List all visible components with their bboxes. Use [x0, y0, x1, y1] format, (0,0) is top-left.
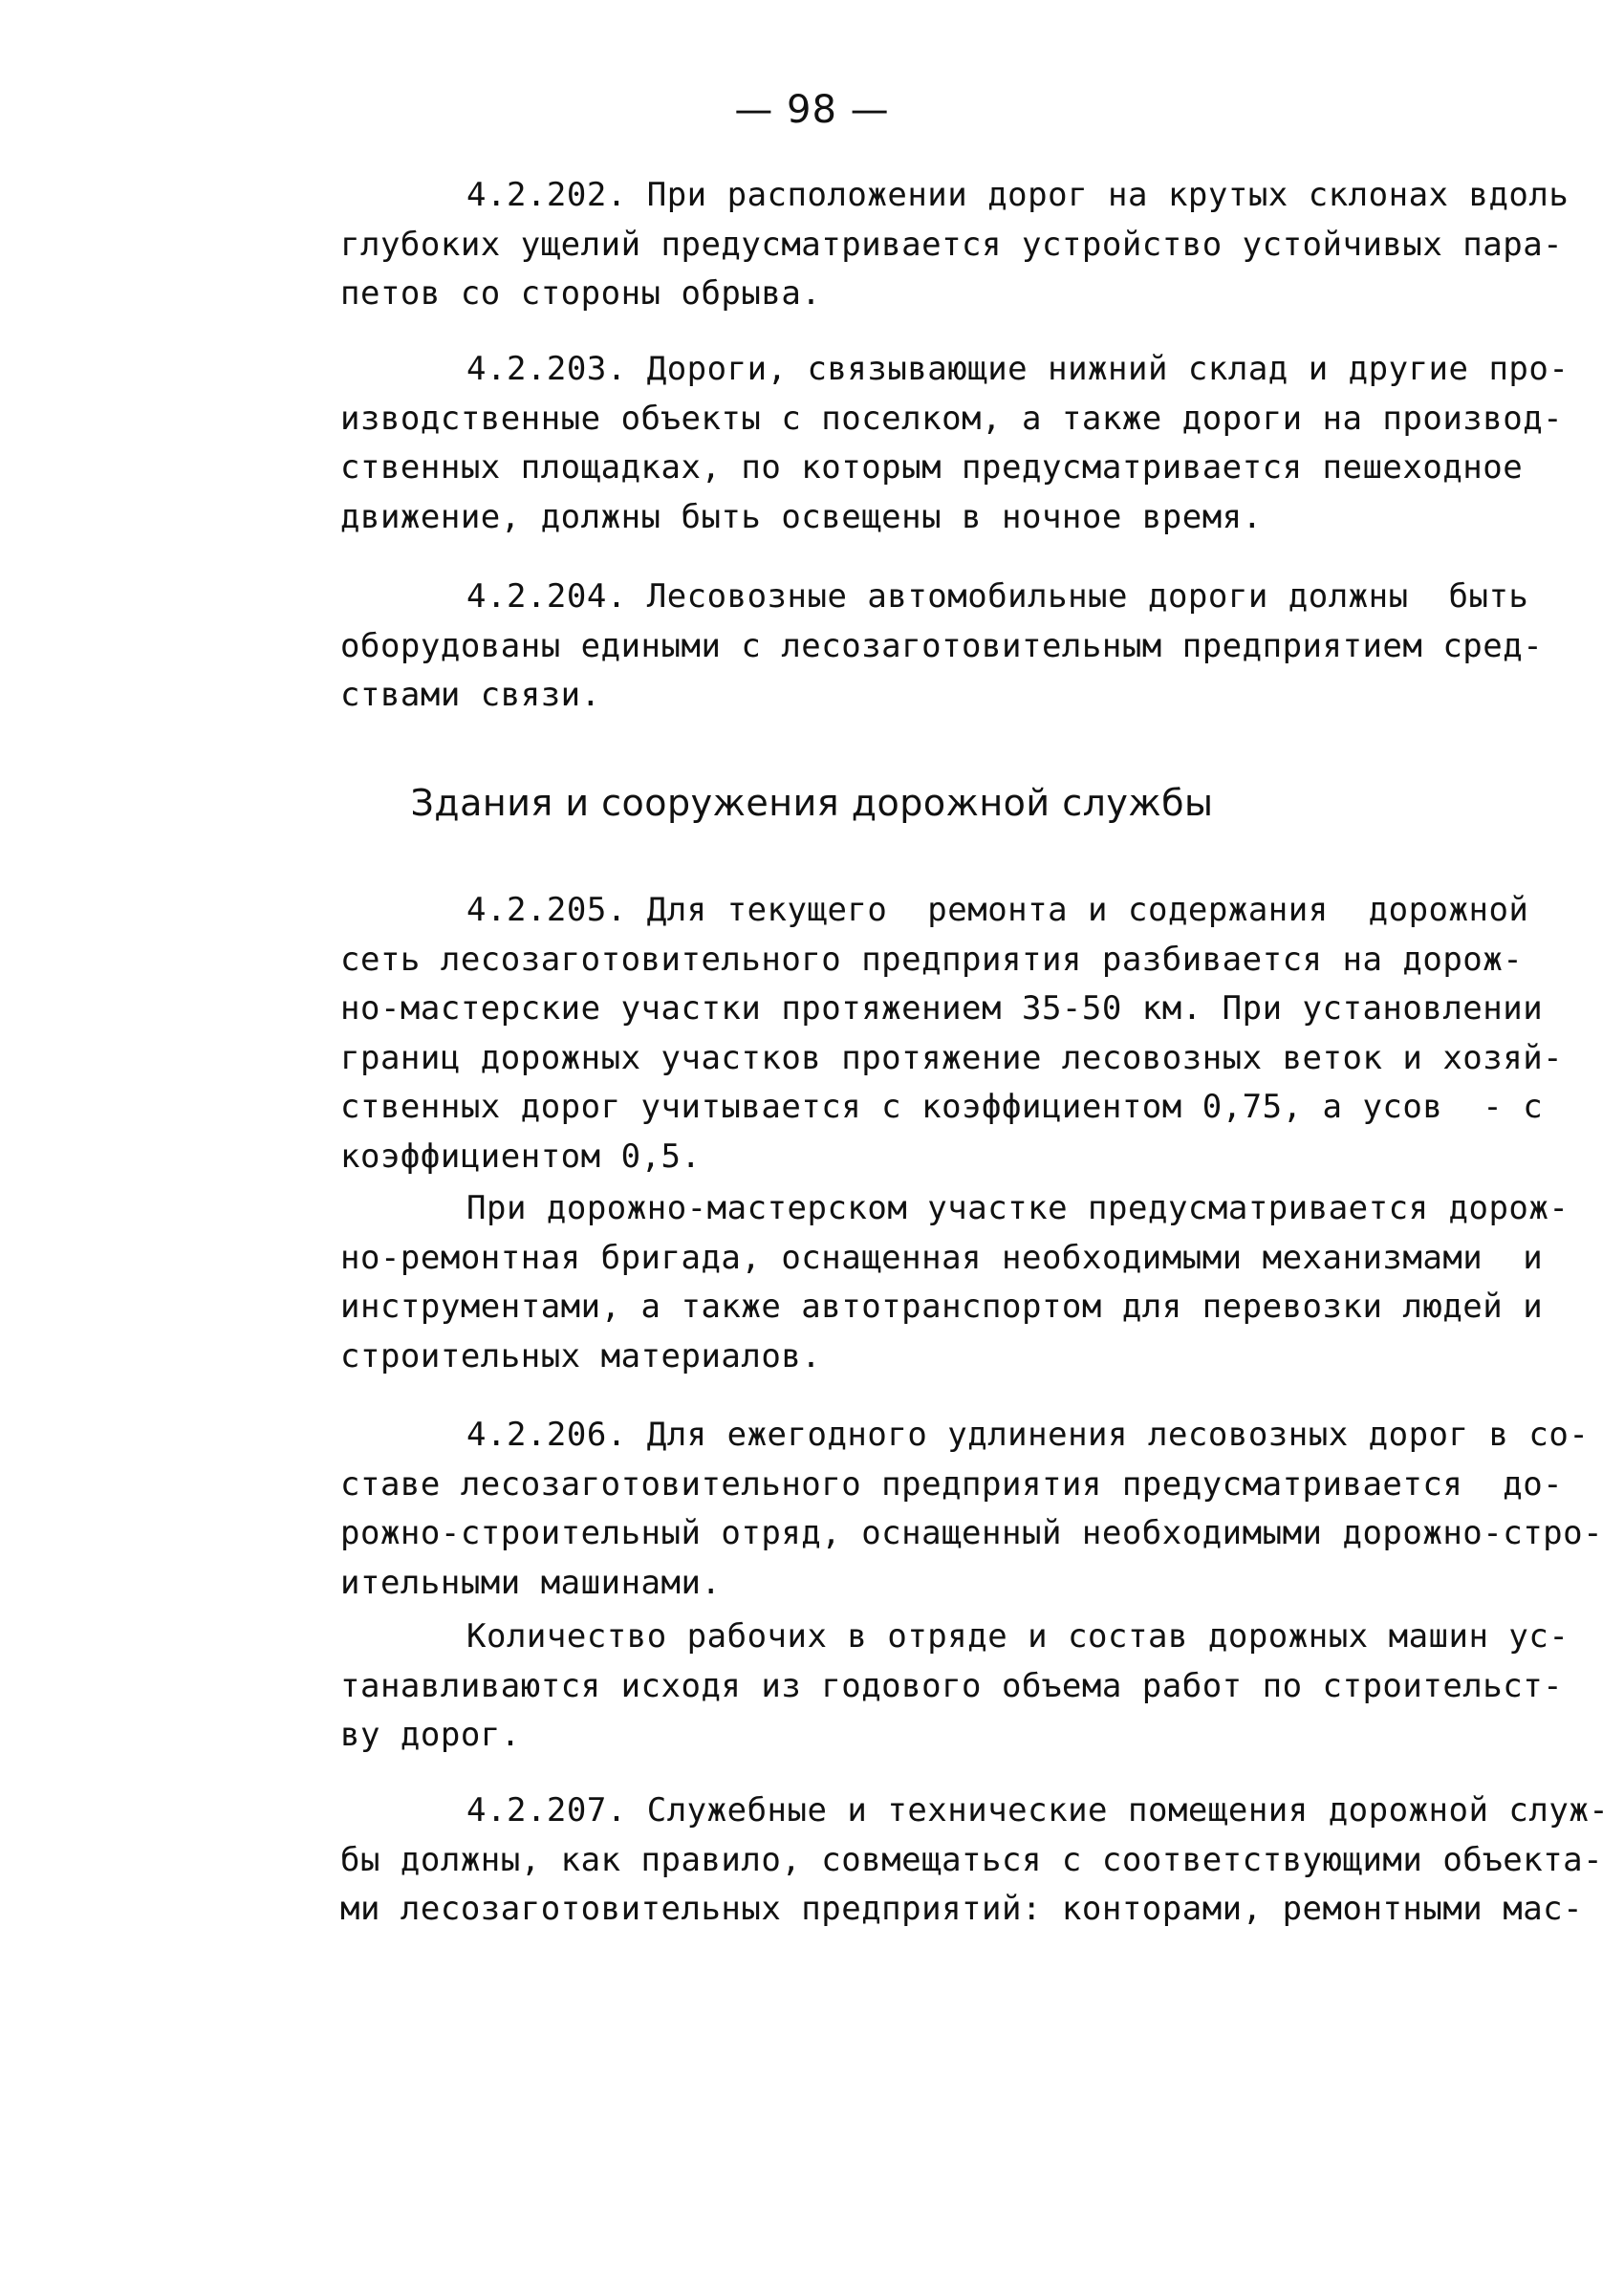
- text-line: коэффициентом 0,5.: [340, 1137, 702, 1176]
- text-line: танавливаются исходя из годового объема работ по строительст-: [340, 1667, 1564, 1705]
- text-line: ительными машинами.: [340, 1564, 722, 1602]
- text-line: 4.2.207. Служебные и технические помещения дорожной служ-: [466, 1791, 1610, 1830]
- text-line: сеть лесозаготовительного предприятия разбивается на дорож-: [340, 941, 1524, 979]
- page-number: — 98 —: [734, 88, 890, 132]
- text-line: 4.2.202. При расположении дорог на крутых склонах вдоль: [466, 176, 1570, 214]
- text-line: ми лесозаготовительных предприятий: конторами, ремонтными мас-: [340, 1890, 1584, 1928]
- text-line: изводственные объекты с поселком, а также дороги на производ-: [340, 400, 1564, 438]
- text-line: 4.2.206. Для ежегодного удлинения лесовозных дорог в со-: [466, 1416, 1590, 1454]
- text-line: ственных площадках, по которым предусматривается пешеходное: [340, 448, 1524, 487]
- text-line: 4.2.205. Для текущего ремонта и содержания дорожной: [466, 891, 1529, 929]
- text-line: 4.2.203. Дороги, связывающие нижний склад и другие про-: [466, 350, 1570, 388]
- text-line: ву дорог.: [340, 1716, 521, 1754]
- text-line: бы должны, как правило, совмещаться с соответствующими объекта-: [340, 1841, 1604, 1879]
- text-line: 4.2.204. Лесовозные автомобильные дороги должны быть: [466, 577, 1529, 616]
- text-line: границ дорожных участков протяжение лесовозных веток и хозяй-: [340, 1039, 1564, 1077]
- text-line: инструментами, а также автотранспортом для перевозки людей и: [340, 1288, 1544, 1326]
- text-line: строительных материалов.: [340, 1337, 822, 1375]
- text-line: рожно-строительный отряд, оснащенный необходимыми дорожно-стро-: [340, 1514, 1604, 1552]
- text-line: но-ремонтная бригада, оснащенная необходимыми механизмами и: [340, 1239, 1544, 1277]
- text-line: При дорожно-мастерском участке предусматривается дорож-: [466, 1189, 1570, 1227]
- text-line: но-мастерские участки протяжением 35-50 км. При установлении: [340, 989, 1544, 1028]
- section-heading: Здания и сооружения дорожной службы: [410, 782, 1214, 824]
- text-line: ственных дорог учитывается с коэффициентом 0,75, а усов - с: [340, 1088, 1544, 1126]
- text-line: оборудованы едиными с лесозаготовительным предприятием сред-: [340, 627, 1544, 665]
- text-line: ствами связи.: [340, 676, 601, 714]
- text-line: Количество рабочих в отряде и состав дорожных машин ус-: [466, 1617, 1570, 1656]
- text-line: глубоких ущелий предусматривается устройство устойчивых пара-: [340, 226, 1564, 264]
- text-line: движение, должны быть освещены в ночное время.: [340, 498, 1263, 536]
- text-line: ставе лесозаготовительного предприятия предусматривается до-: [340, 1465, 1564, 1504]
- text-line: петов со стороны обрыва.: [340, 274, 822, 313]
